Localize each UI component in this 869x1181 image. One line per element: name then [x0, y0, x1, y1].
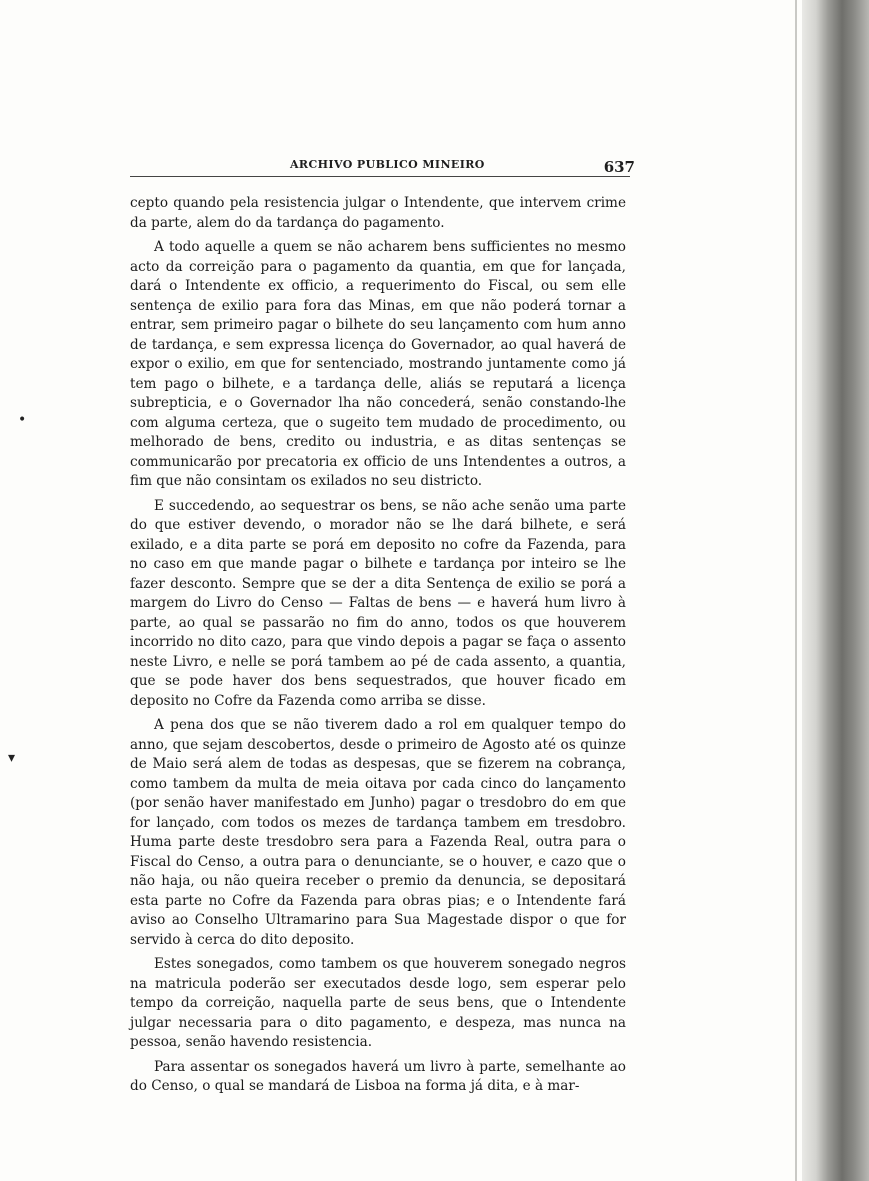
margin-dot-mark: •	[18, 412, 27, 428]
paragraph: A todo aquelle a quem se não acharem bens sufficientes no mesmo acto da correição para o pagamento da quantia, em que for lançada, dará o Intendente ex officio, a requerimento do Fiscal, ou sem elle sentença de exilio para fora das Minas, em que não poderá tornar a entrar, sem primeiro pagar o bilhete do seu lançamento com hum anno de tardança, e sem expressa licença do Governador, ao qual haverá de expor o exilio, em que for sentenciado, mostrando juntamente como já tem pago o bilhete, e a tardança delle, aliás se reputará a licença subrepticia, e o Governador lha não concederá, senão constando-lhe com alguma certeza, que o sugeito tem mudado de procedimento, ou melhorado de bens, credito ou industria, e as ditas sentenças se communicarão por precatoria ex officio de uns Intendentes a outros, a fim que não consintam os exilados no seu districto.	[130, 239, 626, 489]
scanner-edge-strip	[802, 0, 869, 1181]
page-number: 637	[603, 158, 635, 176]
body-text	[130, 194, 626, 1102]
paragraph: Estes sonegados, como tambem os que houverem sonegado negros na matricula poderão ser executados desde logo, sem esperar pelo tempo da correição, naquella parte de seus bens, que o Intendente julgar necessaria para o dito pagamento, e despeza, mas nunca na pessoa, senão havendo resistencia.	[130, 956, 626, 1050]
page-edge-line	[795, 0, 797, 1181]
paragraph: A pena dos que se não tiverem dado a rol em qualquer tempo do anno, que sejam descobertos, desde o primeiro de Agosto até os quinze de Maio será alem de todas as despesas, que se fizerem na cobrança, como tambem da multa de meia oitava por cada cinco do lançamento (por senão haver manifestado em Junho) pagar o tresdobro do em que for lançado, com todos os mezes de tardança tambem em tresdobro. Huma parte deste tresdobro sera para a Fazenda Real, outra para o Fiscal do Censo, a outra para o denunciante, se o houver, e cazo que o não haja, ou não queira receber o premio da denuncia, se depositará esta parte no Cofre da Fazenda para obras pias; e o Intendente fará aviso ao Conselho Ultramarino para Sua Magestade dispor o que for servido à cerca do dito deposito.	[130, 717, 626, 948]
running-head: ARCHIVO PUBLICO MINEIRO	[290, 158, 485, 171]
header-rule	[130, 176, 630, 177]
paragraph: Para assentar os sonegados haverá um livro à parte, semelhante ao do Censo, o qual se mandará de Lisboa na forma já dita, e à mar-	[130, 1058, 626, 1094]
paragraph-continuation: cepto quando pela resistencia julgar o Intendente, que intervem crime da parte, alem do da tardança do pagamento.	[130, 195, 626, 231]
paragraph: E succedendo, ao sequestrar os bens, se não ache senão uma parte do que estiver devendo, o morador não se lhe dará bilhete, e será exilado, e a dita parte se porá em deposito no cofre da Fazenda, para no caso em que mande pagar o bilhete e tardança por inteiro se lhe fazer desconto. Sempre que se der a dita Sentença de exilio se porá a margem do Livro do Censo — Faltas de bens — e haverá hum livro à parte, ao qual se passarão no fim do anno, todos os que houverem incorrido no dito cazo, para que vindo depois a pagar se faça o assento neste Livro, e nelle se porá tambem ao pé de cada assento, a quantia, que se pode haver dos bens sequestrados, que houver ficado em deposito no Cofre da Fazenda como arriba se disse.	[130, 497, 626, 709]
margin-arrow-mark: ▾	[8, 750, 16, 766]
page-header	[130, 152, 635, 178]
